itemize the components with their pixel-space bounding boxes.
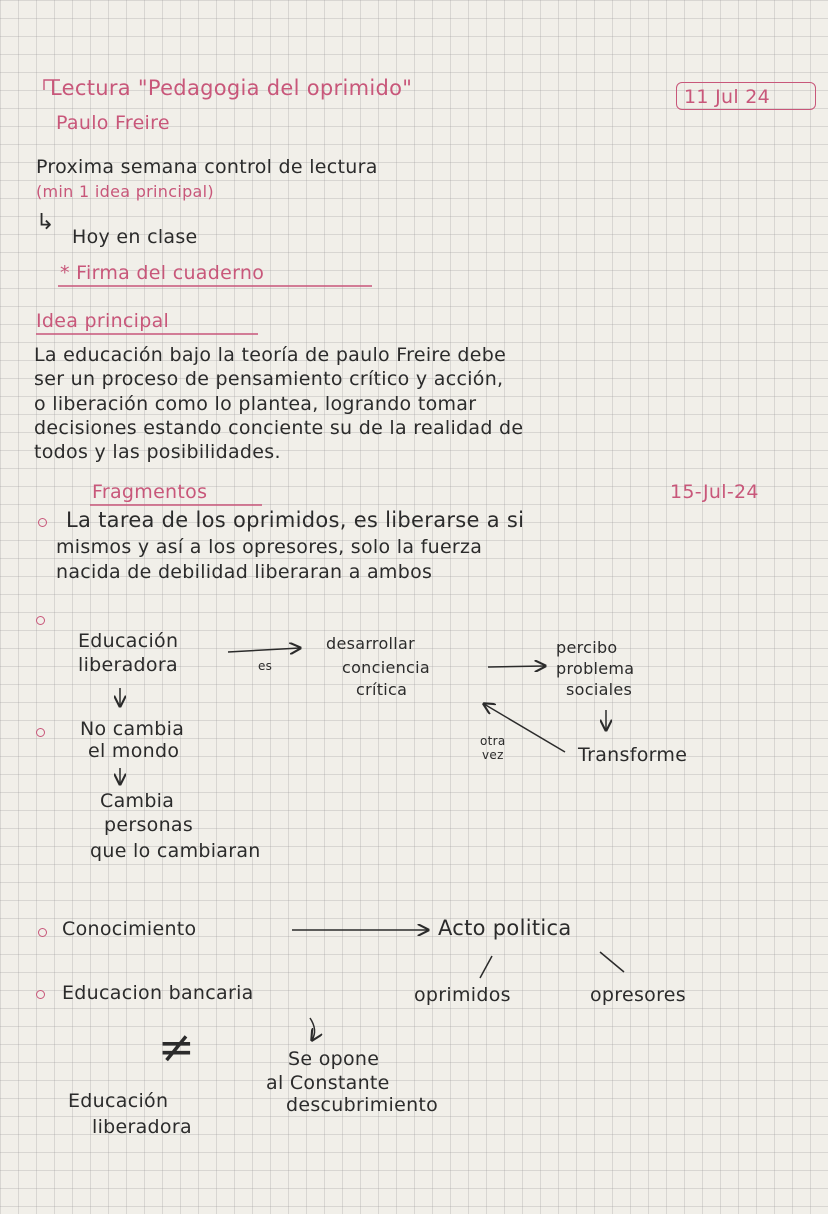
task-note: * Firma del cuaderno — [60, 262, 265, 284]
fragment-line-1: La tarea de los oprimidos, es liberarse a si — [66, 508, 525, 532]
idea-heading: Idea principal — [36, 310, 170, 332]
node-no-cambia: No cambia — [80, 718, 185, 740]
educacion-liberadora-label: Educación — [68, 1090, 169, 1112]
educacion-liberadora-label-2: liberadora — [92, 1116, 192, 1138]
node-personas: personas — [104, 814, 194, 836]
author-name: Paulo Freire — [56, 112, 170, 134]
node-transforme: Transforme — [578, 744, 688, 766]
conocimiento-label: Conocimiento — [62, 918, 197, 940]
idea-line-1: La educación bajo la teoría de paulo Freire debe — [34, 344, 507, 366]
idea-line-2: ser un proceso de pensamiento crítico y acción, — [34, 368, 504, 390]
page-title: Lectura "Pedagogia del oprimido" — [50, 76, 413, 100]
opresores-label: opresores — [590, 984, 686, 1006]
notice-subline: (min 1 idea principal) — [36, 182, 214, 201]
not-equal-sign: ≠ — [158, 1022, 196, 1073]
node-cambia: Cambia — [100, 790, 175, 812]
idea-line-3: o liberación como lo plantea, logrando tomar — [34, 393, 477, 415]
today-note: Hoy en clase — [72, 226, 198, 248]
node-percibo: percibo — [556, 638, 618, 657]
bullet-dot — [36, 616, 45, 625]
bullet-dot — [36, 728, 45, 737]
node-desarrollar: desarrollar — [326, 634, 416, 653]
notice-line: Proxima semana control de lectura — [36, 156, 378, 178]
educacion-bancaria-label: Educacion bancaria — [62, 982, 254, 1004]
arrow-to-percibo — [488, 666, 545, 667]
bullet-dot — [36, 990, 45, 999]
branch-opresores — [600, 952, 624, 972]
arrow-glyph: ↳ — [36, 210, 55, 235]
node-el-mondo: el mondo — [88, 740, 180, 762]
node-educacion-liberadora: Educación — [78, 630, 179, 652]
fragmentos-heading: Fragmentos — [92, 481, 208, 503]
node-que-lo-cambiaran: que lo cambiaran — [90, 840, 261, 862]
otra-label: otra — [480, 734, 506, 748]
node-educacion-liberadora-2: liberadora — [78, 654, 178, 676]
header-date: 11 Jul 24 — [684, 86, 771, 108]
se-opone-label: Se opone — [288, 1048, 380, 1070]
acto-politica-label: Acto politica — [438, 916, 572, 940]
descubrimiento-label: descubrimiento — [286, 1094, 439, 1116]
fragmentos-date: 15-Jul-24 — [670, 481, 759, 503]
es-label: es — [258, 659, 273, 673]
idea-line-5: todos y las posibilidades. — [34, 441, 281, 463]
node-critica: crítica — [356, 680, 408, 699]
arrow-to-desarrollar — [228, 648, 300, 652]
node-problema: problema — [556, 659, 635, 678]
idea-line-4: decisiones estando conciente su de la realidad de — [34, 417, 524, 439]
branch-oprimidos — [480, 956, 492, 978]
arrow-to-se-opone — [310, 1018, 315, 1040]
node-sociales: sociales — [566, 680, 633, 699]
fragment-line-3: nacida de debilidad liberaran a ambos — [56, 561, 433, 583]
vez-label: vez — [482, 748, 504, 762]
fragment-line-2: mismos y así a los opresores, solo la fuerza — [56, 536, 483, 558]
bullet-dot — [38, 518, 47, 527]
node-conciencia: conciencia — [342, 658, 430, 677]
bullet-dot — [38, 928, 47, 937]
oprimidos-label: oprimidos — [414, 984, 511, 1006]
al-constante-label: al Constante — [266, 1072, 390, 1094]
